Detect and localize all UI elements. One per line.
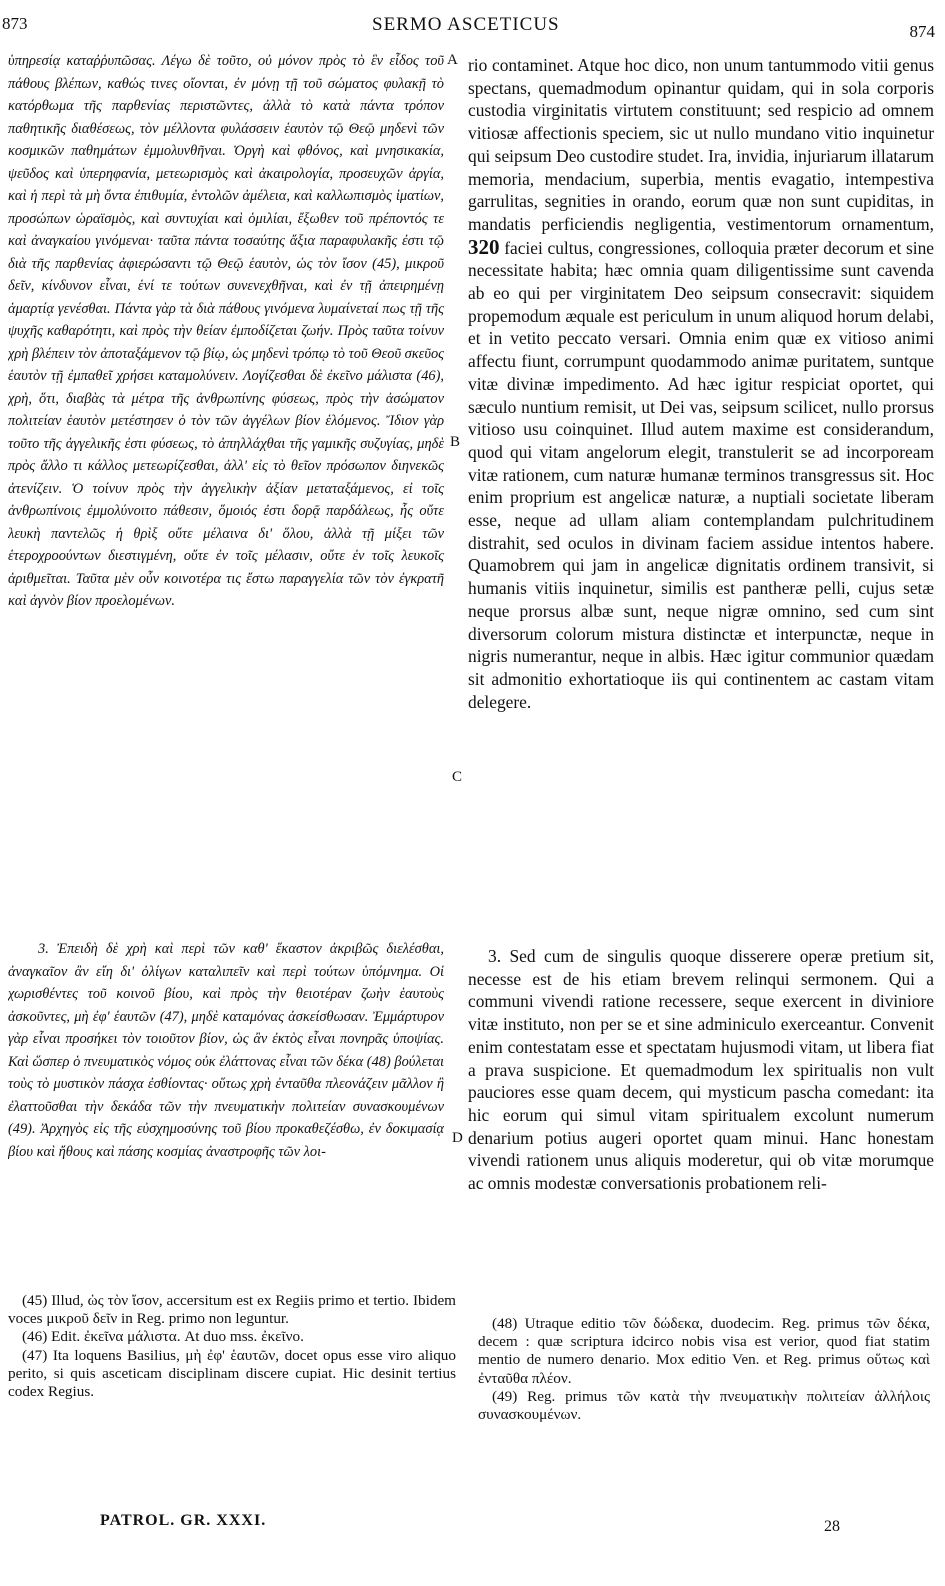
series-footer: PATROL. GR. XXXI. — [100, 1512, 267, 1529]
footnote-47: (47) Ita loquens Basilius, μὴ ἐφ' ἑαυτῶν, docet opus esse viro aliquo perito, si quis asceticam disciplinam discere cupiat. Hic desinit tertius codex Regius. — [8, 1346, 456, 1401]
greek-paragraph-1: ὑπηρεσίᾳ καταῤῥυπῶσας. Λέγω δὲ τοῦτο, οὐ μόνον πρὸς τὸ ἓν εἶδος τοῦ πάθους βλέπων, καθώς τινες οἴονται, ἐν μόνῃ τῇ τοῦ σώματος φυλακῇ τὸ κατόρθωμα τῆς παρθενίας περιστῶντες, ἀλλὰ τὸ κατὰ πάντα τρόπον παθητικῆς διαθέσεως, τὸν μέλλοντα φυλάσσειν ἑαυτὸν τῷ Θεῷ μηδενὶ τῶν κοσμικῶν παθημάτων ἐμμολυνθῆναι. Ὀργὴ καὶ φθόνος, καὶ μνησικακία, ψεῦδος καὶ ὑπερηφανία, μετεωρισμὸς καὶ ἀκαιρολογία, προσευχῶν ἀργία, καὶ ἡ περὶ τὰ μὴ ὄντα ἐπιθυμία, ἐντολῶν ἀμέλεια, καὶ καλλωπισμὸς ἱματίων, προσώπων ὡραϊσμὸς, καὶ συντυχίαι καὶ ὁμιλίαι, ἔξωθεν τοῦ πρέποντός τε καὶ ἀναγκαίου γινόμεναι· ταῦτα πάντα τοσαύτης ἄξια παραφυλακῆς ἐστι τῷ διὰ τῆς παρθενίας ἀφιερώσαντι τῷ Θεῷ ἑαυτὸν, ὡς τὸν ἴσον (45), μικροῦ δεῖν, κίνδυνον εἶναι, ἑνί τε τούτων συνενεχθῆναι, καὶ ἐν τῇ ἀπειρημένῃ ἁμαρτίᾳ γενέσθαι. Πάντα γὰρ τὰ διὰ πάθους γινόμενα λυμαίνεταί πως τῇ τῆς ψυχῆς καθαρότητι, καὶ πρὸς τὴν θείαν ἐμποδίζεται ζωήν. Πρὸς ταῦτα τοίνυν χρὴ βλέπειν τὸν ἀποταξάμενον τῷ βίῳ, ὡς μηδενὶ τρόπῳ τὸ τοῦ Θεοῦ σκεῦος ἑαυτὸν τῇ ἐμπαθεῖ χρήσει καταμολύνειν. Λογίζεσθαι δὲ ἐκεῖνο μάλιστα (46), χρὴ, ὅτι, διαβὰς τὰ μέτρα τῆς ἀνθρωπίνης φύσεως, πρὸς τὴν ἀσώματον πολιτείαν ἑαυτὸν μετέστησεν ὁ τὸν τῶν ἀγγέλων βίον ἑλόμενος. Ἴδιον γὰρ τοῦτο τῆς ἀγγελικῆς ἐστι φύσεως, τὸ ἀπηλλάχθαι τῆς γαμικῆς συζυγίας, μηδὲ πρὸς ἄλλο τι κάλλος μετεωρίζεσθαι, ἀλλ' εἰς τὸ θεῖον πρόσωπον διηνεκῶς ἀτενίζειν. Ὁ τοίνυν πρὸς τὴν ἀγγελικὴν ἀξίαν μεταταξάμενος, εἰ τοῖς ἀνθρωπίνοις ἐμμολύνοιτο πάθεσιν, ὅμοιός ἐστι δορᾷ παρδάλεως, ἧς οὔτε λευκὴ παντελῶς ἡ θρὶξ οὔτε μέλαινα δι' ὅλου, ἀλλὰ τῇ μίξει τῶν ἑτεροχροούντων διεστιγμένη, οὔτε ἐν τοῖς μέλασιν, οὔτε ἐν τοῖς λευκοῖς ἀριθμεῖται. Ταῦτα μὲν οὖν κοινοτέρα τις ἔστω παραγγελία τῶν τὸν ἐγκρατῆ καὶ ἁγνὸν βίον προελομένων. — [8, 53, 444, 609]
page-number-right: 874 — [909, 22, 935, 41]
footnotes-right — [478, 1315, 930, 1424]
latin-paragraph-2: 3. Sed cum de singulis quoque disserere operæ pretium sit, necesse est de his etiam brevem relinqui sermonem. Qui a communi vivendi ratione recessere, seque exercent in diviniore vitæ instituto, non per se et sine adminiculo exerceantur. Convenit enim contestatam esse et spectatam hujusmodi vitam, ut libera fiat a prava suspicione. Et quemadmodum lex spiritualis non vult pauciores esse quam decem, qui mysticum pascha comedant: ita hic eorum qui simul vitam spiritualem excolunt numerum denarium potius augeri oportet quam minui. Hanc honestam vivendi rationem unus aliquis moderetur, qui ob vitæ morumque ac omnis modestæ conversationis probationem reli- — [468, 946, 934, 1194]
latin-text-1a: rio contaminet. Atque hoc dico, non unum tantummodo vitii genus spectans, quemadmodum opinantur quidam, qui in sola corporis custodia virginitatis virtutem constituunt; sed respicio ad omnem vitiosæ affectionis speciem, sic ut nullo mundano vitio inquinetur qui seipsum Deo custodire studet. Ira, invidia, injuriarum illatarum memoria, mendacium, superbia, mentis evagatio, intempestiva garrulitas, segnities in orando, eorum quæ non sunt cupiditas, in mandatis perficiendis negligentia, vestimentorum ornamentum, — [468, 55, 934, 234]
footnote-45: (45) Illud, ὡς τὸν ἴσον, accersitum est ex Regiis primo et tertio. Ibidem voces μικροῦ δεῖν in Reg. primo non leguntur. — [8, 1292, 456, 1328]
footnote-46: (46) Edit. ἐκεῖνα μάλιστα. At duo mss. ἐκεῖνο. — [22, 1328, 304, 1346]
latin-paragraph-1 — [468, 54, 934, 713]
latin-text-1b: faciei cultus, congressiones, colloquia præter decorum et sine necessitate habita; hæc omnia quam diligentissime sunt cavenda ab eo qui per virginitatem Deo seipsum consecravit: siquidem propemodum æquale est periculum in unum aliquod horum delabi, et in vetito peccato versari. Omnia enim quæ ex vitioso animi affectu fiunt, corrumpunt quodammodo animæ puritatem, suntque vitæ divinæ impedimento. Ad hæc igitur respiciat oportet, qui sæculo nuntium remisit, ut Dei vas, seipsum scilicet, nullo prorsus vitioso usu coinquinet. Illud autem maxime est considerandum, quod qui vitam angelorum elegit, transtulerit se ad incorpoream vitæ rationem, cum naturæ humanæ terminos transgressus sit. Hoc enim proprium est angelicæ naturæ, a nuptiali societate liberam esse, neque ad ullam aliam contemplandam pulchritudinem distrahit, sed oculos in divinam faciem assidue intentos habere. Quamobrem qui jam in angelicæ dignitatis ordinem transivit, si humanis vitiis inquinetur, similis est pantheræ pelli, cujus setæ neque prorsus albæ sunt, neque nigræ omnino, sed cum sint diversorum colorum mistura distinctæ et interpunctæ, neque in nigris numerantur, neque in albis. Hæc igitur communior quædam sit admonitio exhortatioque iis qui continentem ac castam vitam delegere. — [468, 237, 934, 712]
running-title: SERMO ASCETICUS — [372, 14, 560, 35]
footnotes-left — [8, 1292, 456, 1401]
greek-column-top — [8, 50, 444, 850]
greek-column-bottom — [8, 938, 444, 1284]
margin-letter-b: B — [450, 434, 461, 450]
page-number-left: 873 — [2, 14, 28, 33]
column-marker-320: 320 — [468, 234, 500, 259]
footnote-48: (48) Utraque editio τῶν δώδεκα, duodecim. Reg. primus τῶν δέκα, decem : quæ scriptura idcirco nobis visa est verior, quod fiat statim mentio de numero denario. Mox editio Ven. et Reg. primus οὕτως καὶ ἐνταῦθα πλέον. — [478, 1315, 930, 1387]
footnote-49: (49) Reg. primus τῶν κατὰ τὴν πνευματικὴν πολιτείαν ἀλλήλοις συνασκουμένων. — [478, 1387, 930, 1424]
signature-number: 28 — [824, 1518, 840, 1535]
latin-column-top — [468, 54, 934, 942]
greek-paragraph-2: 3. Ἐπειδὴ δὲ χρὴ καὶ περὶ τῶν καθ' ἕκαστον ἀκριβῶς διελέσθαι, ἀναγκαῖον ἂν εἴη δι' ὀλίγων καταλιπεῖν καὶ περὶ τούτων ὑπόμνημα. Οἱ χωρισθέντες τοῦ κοινοῦ βίου, καὶ πρὸς τὴν θειοτέραν ζωὴν ἑαυτοὺς ἀσκοῦντες, μὴ ἐφ' ἑαυτῶν (47), μηδὲ καταμόνας ἀσκείσθωσαν. Ἐμμάρτυρον γὰρ εἶναι προσήκει τὸν τοιοῦτον βίον, ὡς ἂν ἐκτὸς εἶναι πονηρᾶς ὑποψίας. Καὶ ὥσπερ ὁ πνευματικὸς νόμος οὐκ ἐλάττονας εἶναι τῶν δέκα (48) βούλεται τοὺς τὸ μυστικὸν πάσχα ἐσθίοντας· οὕτως χρὴ ἐνταῦθα πλεονάζειν μᾶλλον ἢ ἐλαττοῦσθαι τὴν δεκάδα τῶν τὴν πνευματικὴν πολιτείαν συνασκουμένων (49). Ἀρχηγὸς εἰς τῆς εὐσχημοσύνης τοῦ βίου προκαθεζέσθω, ἐν δοκιμασίᾳ βίου καὶ ἤθους καὶ πάσης κοσμίας ἀναστροφῆς τῶν λοι- — [8, 941, 444, 1160]
latin-column-bottom — [468, 945, 934, 1315]
margin-letter-a: A — [447, 52, 458, 68]
page-header — [0, 8, 945, 42]
margin-letter-d: D — [452, 1130, 463, 1146]
margin-letter-c: C — [452, 769, 463, 785]
